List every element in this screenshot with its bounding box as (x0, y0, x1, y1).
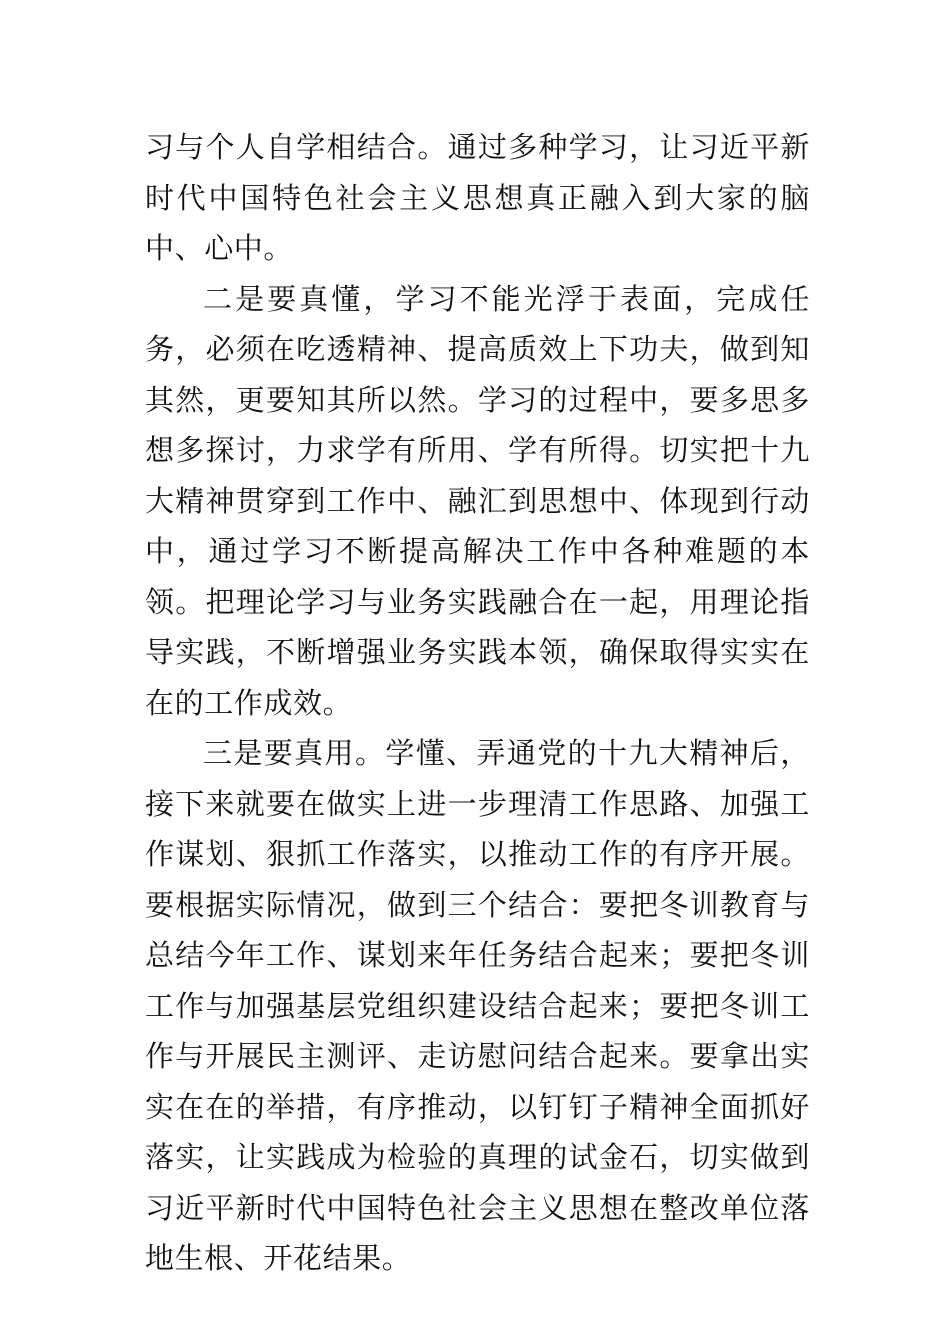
document-body (145, 122, 810, 1284)
paragraph-continuation: 习与个人自学相结合。通过多种学习，让习近平新时代中国特色社会主义思想真正融入到大家的脑中、心中。 (145, 130, 810, 265)
paragraph-zhen-yong: 三是要真用。学懂、弄通党的十九大精神后，接下来就要在做实上进一步理清工作思路、加强工作谋划、狠抓工作落实，以推动工作的有序开展。要根据实际情况，做到三个结合：要把冬训教育与总结今年工作、谋划来年任务结合起来；要把冬训工作与加强基层党组织建设结合起来；要把冬训工作与开展民主测评、走访慰问结合起来。要拿出实实在在的举措，有序推动，以钉钉子精神全面抓好落实，让实践成为检验的真理的试金石，切实做到习近平新时代中国特色社会主义思想在整改单位落地生根、开花结果。 (145, 736, 810, 1275)
paragraph-zhen-dong: 二是要真懂，学习不能光浮于表面，完成任务，必须在吃透精神、提高质效上下功夫，做到知其然，更要知其所以然。学习的过程中，要多思多想多探讨，力求学有所用、学有所得。切实把十九大精神贯穿到工作中、融汇到思想中、体现到行动中，通过学习不断提高解决工作中各种难题的本领。把理论学习与业务实践融合在一起，用理论指导实践，不断增强业务实践本领，确保取得实实在在的工作成效。 (145, 281, 810, 720)
